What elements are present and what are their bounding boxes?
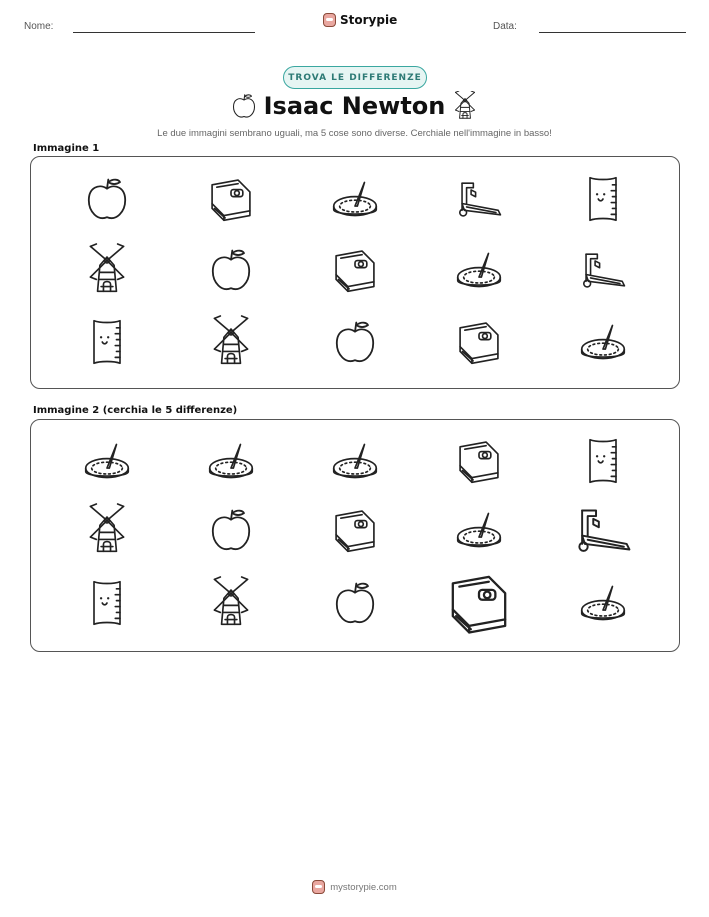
footer-url[interactable]: mystorypie.com	[330, 881, 397, 893]
title-windmill-icon	[450, 91, 480, 121]
grid-cell[interactable]	[541, 567, 665, 643]
windmill-icon	[205, 577, 257, 633]
grid-cell	[293, 165, 417, 237]
book-icon	[453, 435, 505, 491]
treadmill-icon	[571, 498, 635, 566]
windmill-icon	[205, 316, 257, 372]
sundial-icon	[81, 435, 133, 491]
instructions-text: Le due immagini sembrano uguali, ma 5 cose sono diverse. Cerchiale nell'immagine in basso!	[157, 128, 552, 139]
grid-cell	[45, 237, 169, 309]
activity-badge: TROVA LE DIFFERENZE	[283, 66, 427, 89]
book-icon	[329, 244, 381, 300]
sundial-icon	[329, 435, 381, 491]
apple-icon	[329, 577, 381, 633]
grid-cell	[293, 308, 417, 380]
windmill-icon	[81, 244, 133, 300]
ruler-icon	[577, 435, 629, 491]
ruler-icon	[81, 316, 133, 372]
windmill-icon	[81, 504, 133, 560]
grid-cell[interactable]	[169, 567, 293, 643]
grid-cell[interactable]	[417, 498, 541, 568]
sundial-icon	[453, 504, 505, 560]
storypie-mascot-icon	[312, 880, 325, 894]
image2-grid	[31, 420, 679, 651]
grid-cell	[417, 237, 541, 309]
grid-cell	[541, 165, 665, 237]
image1-grid	[31, 157, 679, 388]
sundial-icon	[453, 244, 505, 300]
grid-cell[interactable]	[45, 428, 169, 498]
treadmill-icon	[453, 173, 505, 229]
grid-cell	[417, 308, 541, 380]
grid-cell[interactable]	[45, 498, 169, 568]
image2-panel[interactable]	[30, 419, 680, 652]
image1-label: Immagine 1	[33, 143, 100, 154]
ruler-icon	[81, 577, 133, 633]
treadmill-icon	[577, 244, 629, 300]
storypie-mascot-icon	[323, 13, 336, 27]
book-icon	[205, 173, 257, 229]
grid-cell[interactable]	[293, 428, 417, 498]
grid-cell[interactable]	[541, 428, 665, 498]
sundial-icon	[577, 577, 629, 633]
grid-cell[interactable]	[417, 567, 541, 643]
grid-cell[interactable]	[169, 498, 293, 568]
apple-icon	[205, 244, 257, 300]
date-line[interactable]	[539, 32, 686, 33]
ruler-icon	[577, 173, 629, 229]
sundial-icon	[577, 316, 629, 372]
grid-cell	[45, 165, 169, 237]
page-title: Isaac Newton	[263, 92, 446, 120]
footer	[0, 880, 709, 894]
book-icon	[329, 504, 381, 560]
apple-icon	[205, 504, 257, 560]
grid-cell[interactable]	[45, 567, 169, 643]
sundial-icon	[329, 173, 381, 229]
brand-logo	[323, 13, 397, 27]
grid-cell	[169, 237, 293, 309]
grid-cell[interactable]	[541, 498, 665, 568]
book-icon	[453, 316, 505, 372]
grid-cell	[417, 165, 541, 237]
apple-icon	[81, 173, 133, 229]
grid-cell	[541, 237, 665, 309]
image1-panel	[30, 156, 680, 389]
sundial-icon	[205, 435, 257, 491]
date-label: Data:	[493, 21, 517, 32]
grid-cell	[293, 237, 417, 309]
grid-cell	[169, 308, 293, 380]
grid-cell[interactable]	[417, 428, 541, 498]
grid-cell	[45, 308, 169, 380]
grid-cell	[169, 165, 293, 237]
brand-name: Storypie	[340, 13, 398, 27]
grid-cell[interactable]	[293, 567, 417, 643]
name-line[interactable]	[73, 32, 255, 33]
name-label: Nome:	[24, 21, 54, 32]
apple-icon	[329, 316, 381, 372]
book-icon	[443, 567, 515, 643]
grid-cell[interactable]	[293, 498, 417, 568]
grid-cell[interactable]	[169, 428, 293, 498]
grid-cell	[541, 308, 665, 380]
image2-label: Immagine 2 (cerchia le 5 differenze)	[33, 405, 238, 416]
